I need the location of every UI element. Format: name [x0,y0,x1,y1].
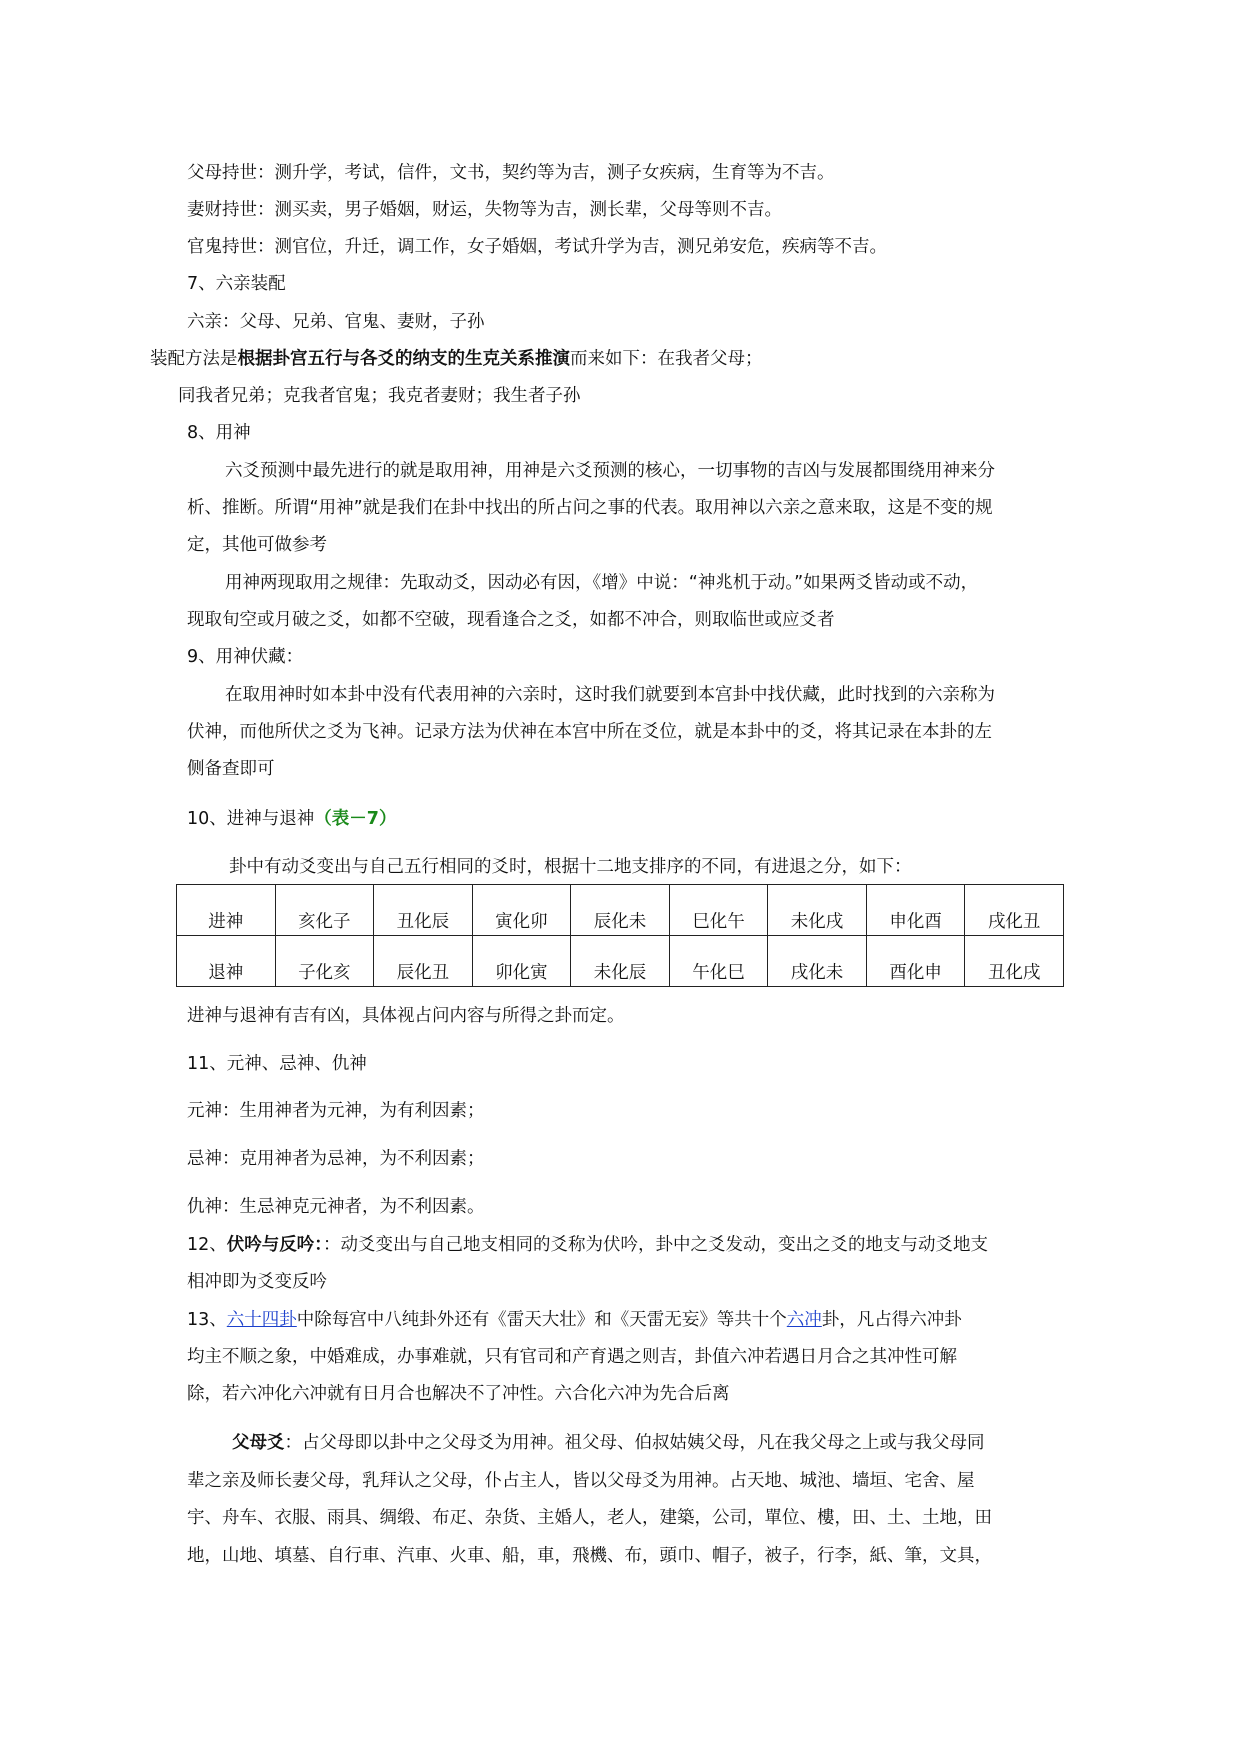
text-line: 现取旬空或月破之爻，如都不空破，现看逢合之爻，如都不冲合，则取临世或应爻者 [187,610,835,630]
text-line: 六爻预测中最先进行的就是取用神，用神是六爻预测的核心，一切事物的吉凶与发展都围绕用神来分 [225,461,995,481]
text-span: 12、 [187,1235,227,1255]
text-line: 析、推断。所谓“用神”就是我们在卦中找出的所占问之事的代表。取用神以六亲之意来取，这是不变的规 [187,498,993,518]
table-cell: 辰化未 [571,885,670,936]
table-row [177,885,1064,936]
link-sixty-four-hexagrams[interactable]: 六十四卦 [226,1310,297,1330]
table-cell: 巳化午 [669,885,768,936]
table-cell: 午化巳 [669,936,768,987]
text-line: 用神两现取用之规律：先取动爻，因动必有因，《增》中说：“神兆机于动。”如果两爻皆动或不动， [225,573,979,593]
section-heading [187,1234,988,1256]
text-line: 妻财持世：测买卖，男子婚姻，财运，失物等为吉，测长辈，父母等则不吉。 [187,200,782,220]
table-cell: 卯化寅 [472,936,571,987]
table-cell: 寅化卯 [472,885,571,936]
table-cell: 辰化丑 [374,936,473,987]
text-line: 均主不顺之象，中婚难成，办事难就，只有官司和产育遇之则吉，卦值六冲若遇日月合之其冲性可解 [187,1347,957,1367]
text-line: 在取用神时如本卦中没有代表用神的六亲时，这时我们就要到本宫卦中找伏藏，此时找到的六亲称为 [225,685,995,705]
section-heading [187,1309,962,1331]
table-cell: 退神 [177,936,276,987]
text-line: 定，其他可做参考 [187,535,327,555]
table-row [177,936,1064,987]
table-cell: 申化酉 [866,885,965,936]
text-line: 卦中有动爻变出与自己五行相同的爻时，根据十二地支排序的不同，有进退之分，如下： [229,857,912,877]
table-cell: 未化戌 [768,885,867,936]
text-line: 六亲：父母、兄弟、官鬼、妻财，子孙 [187,312,485,332]
text-span: 卦，凡占得六冲卦 [821,1310,962,1330]
table-cell: 戌化丑 [965,885,1064,936]
text-line: 地，山地、填墓、自行車、汽車、火車、船，車，飛機、布，頭巾、帽子，被子，行李，紙、筆，文具， [187,1546,992,1566]
table-cell: 丑化戌 [965,936,1064,987]
text-line [232,1432,985,1454]
text-line: 相冲即为爻变反吟 [187,1272,327,1292]
text-span: 10、进神与退神 [187,809,315,829]
text-line: 父母持世：测升学，考试，信件，文书，契约等为吉，测子女疾病，生育等为不吉。 [187,163,835,183]
text-span: 中除每宫中八纯卦外还有《雷天大壮》和《天雷无妄》等共十个 [296,1310,787,1330]
link-six-clash[interactable]: 六冲 [786,1310,822,1330]
section-heading: 7、六亲装配 [187,274,286,294]
table-cell: 丑化辰 [374,885,473,936]
table-cell: 子化亥 [275,936,374,987]
section-heading [187,808,396,830]
section-heading: 11、元神、忌神、仇神 [187,1054,367,1074]
text-line: 进神与退神有吉有凶，具体视占问内容与所得之卦而定。 [187,1006,625,1026]
text-span: 装配方法是 [150,349,238,369]
table-cell: 进神 [177,885,276,936]
section-heading: 8、用神 [187,423,251,443]
text-line: 宇、舟车、衣服、雨具、绸缎、布疋、杂货、主婚人，老人，建築，公司，單位、樓，田、土、土地，田 [187,1508,992,1528]
bold-text: 伏吟与反吟： [226,1235,324,1255]
table-cell: 酉化申 [866,936,965,987]
text-span: ：动爻变出与自己地支相同的爻称为伏吟，卦中之爻发动，变出之爻的地支与动爻地支 [323,1235,989,1255]
text-span: 13、 [187,1310,227,1330]
text-span: ：占父母即以卦中之父母爻为用神。祖父母、伯叔姑姨父母，凡在我父母之上或与我父母同 [284,1433,985,1453]
bold-text: 父母爻 [232,1433,285,1453]
text-line: 元神：生用神者为元神，为有利因素； [187,1101,485,1121]
table-cell: 亥化子 [275,885,374,936]
text-line: 仇神：生忌神克元神者，为不利因素。 [187,1197,485,1217]
advance-retreat-table [176,884,1064,987]
text-line: 侧备查即可 [187,759,275,779]
text-line: 同我者兄弟；克我者官鬼；我克者妻财；我生者子孙 [178,386,581,406]
text-line: 除，若六冲化六冲就有日月合也解决不了冲性。六合化六冲为先合后离 [187,1384,730,1404]
text-line: 伏神，而他所伏之爻为飞神。记录方法为伏神在本宫中所在爻位，就是本卦中的爻，将其记录在本卦的左 [187,722,992,742]
text-line: 辈之亲及师长妻父母，乳拜认之父母，仆占主人，皆以父母爻为用神。占天地、城池、墙垣、宅舍、屋 [187,1471,975,1491]
text-line: 官鬼持世：测官位，升迁，调工作，女子婚姻，考试升学为吉，测兄弟安危，疾病等不吉。 [187,237,887,257]
text-line [150,348,763,370]
section-heading: 9、用神伏藏： [187,647,304,667]
text-line: 忌神：克用神者为忌神，为不利因素； [187,1149,485,1169]
bold-text: 根据卦宫五行与各爻的纳支的生克关系推演 [237,349,570,369]
text-span: 而来如下：在我者父母； [570,349,763,369]
table-cell: 未化辰 [571,936,670,987]
table-reference: （表－7） [314,809,397,829]
table-cell: 戌化未 [768,936,867,987]
